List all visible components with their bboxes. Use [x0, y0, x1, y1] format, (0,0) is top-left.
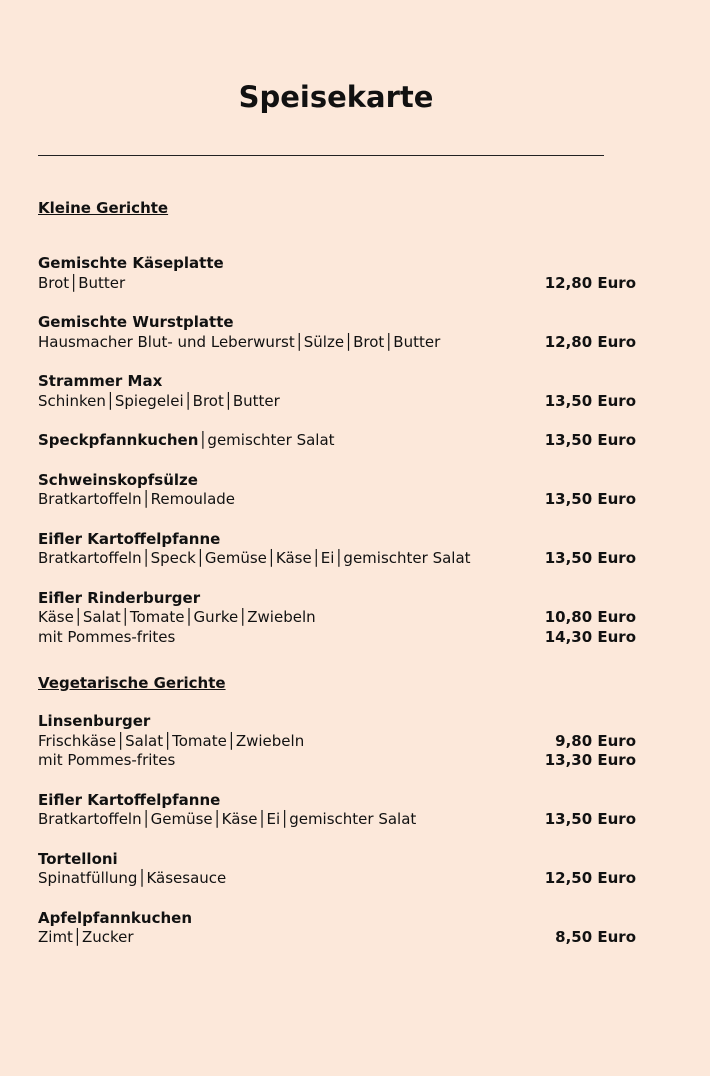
item-detail-row — [38, 751, 636, 771]
item-name-row — [38, 712, 636, 732]
item-description: Käse│Salat│Tomate│Gurke│Zwiebeln — [38, 608, 316, 626]
item-title — [38, 712, 150, 732]
item-detail-row — [38, 928, 636, 948]
item-name: Schweinskopfsülze — [38, 470, 198, 489]
item-description: Frischkäse│Salat│Tomate│Zwiebeln — [38, 731, 305, 750]
item-detail-row — [38, 333, 636, 353]
item-description: Schinken│Spiegelei│Brot│Butter — [38, 391, 280, 410]
item-name: Speckpfannkuchen — [38, 431, 199, 449]
menu-item — [38, 530, 636, 569]
menu-item — [38, 589, 636, 648]
item-name-row — [38, 850, 636, 870]
item-name-row — [38, 471, 636, 491]
item-price: 12,50 Euro — [544, 869, 636, 887]
item-detail-row — [38, 549, 636, 569]
item-detail-row — [38, 628, 636, 648]
item-title — [38, 431, 335, 451]
item-title — [38, 850, 118, 870]
item-title — [38, 530, 220, 550]
item-detail-row — [38, 274, 636, 294]
item-description: Spinatfüllung│Käsesauce — [38, 869, 227, 887]
item-price: 13,50 Euro — [544, 431, 636, 449]
item-price: 13,50 Euro — [544, 391, 636, 410]
item-name-row — [38, 254, 636, 274]
item-price: 12,80 Euro — [544, 273, 636, 292]
item-name-row — [38, 589, 636, 609]
menu-item — [38, 712, 636, 771]
item-detail-row — [38, 392, 636, 412]
item-title — [38, 471, 198, 491]
item-title — [38, 909, 192, 929]
item-name-row — [38, 313, 636, 333]
item-name: Strammer Max — [38, 372, 163, 390]
item-detail-row — [38, 732, 636, 752]
item-name-row — [38, 530, 636, 550]
item-price: 14,30 Euro — [544, 627, 636, 646]
item-description: Bratkartoffeln│Remoulade — [38, 490, 236, 508]
item-title — [38, 791, 220, 811]
item-detail-row — [38, 608, 636, 628]
item-description: mit Pommes-frites — [38, 751, 176, 769]
section-heading: Kleine Gerichte — [38, 199, 169, 217]
item-title — [38, 589, 200, 609]
menu-section — [38, 673, 636, 948]
item-description: │gemischter Salat — [198, 431, 335, 449]
menu-content — [38, 198, 636, 974]
page-title: Speisekarte — [238, 80, 434, 114]
item-title — [38, 372, 162, 392]
item-name-row — [38, 372, 636, 392]
menu-item — [38, 431, 636, 451]
item-name: Eifler Kartoffelpfanne — [38, 529, 221, 548]
item-title — [38, 313, 234, 333]
menu-item — [38, 254, 636, 293]
item-title — [38, 254, 224, 274]
menu-item — [38, 372, 636, 411]
item-description: Hausmacher Blut- und Leberwurst│Sülze│Brot│Butter — [38, 332, 441, 351]
menu-item — [38, 471, 636, 510]
item-description: mit Pommes-frites — [38, 627, 176, 646]
item-price: 10,80 Euro — [544, 608, 636, 626]
item-description: Brot│Butter — [38, 273, 126, 292]
item-name: Apfelpfannkuchen — [38, 908, 193, 927]
item-name-row — [38, 791, 636, 811]
item-price: 13,30 Euro — [544, 751, 636, 769]
item-name: Linsenburger — [38, 712, 151, 730]
item-description: Zimt│Zucker — [38, 928, 134, 946]
item-price: 12,80 Euro — [544, 332, 636, 351]
menu-item — [38, 909, 636, 948]
item-detail-row — [38, 490, 636, 510]
item-list — [38, 712, 636, 948]
section-heading: Vegetarische Gerichte — [38, 674, 226, 692]
item-detail-row — [38, 810, 636, 830]
menu-section — [38, 198, 636, 647]
item-name: Eifler Kartoffelpfanne — [38, 790, 221, 809]
item-name-row — [38, 909, 636, 929]
item-name: Gemischte Käseplatte — [38, 254, 224, 272]
item-price: 13,50 Euro — [544, 549, 636, 567]
item-price: 8,50 Euro — [555, 928, 636, 946]
item-price: 9,80 Euro — [555, 731, 636, 750]
item-price: 13,50 Euro — [544, 490, 636, 508]
item-name-row — [38, 431, 636, 451]
item-list — [38, 254, 636, 647]
item-description: Bratkartoffeln│Gemüse│Käse│Ei│gemischter Salat — [38, 810, 417, 828]
menu-item — [38, 791, 636, 830]
menu-item — [38, 850, 636, 889]
item-price: 13,50 Euro — [544, 810, 636, 828]
item-description: Bratkartoffeln│Speck│Gemüse│Käse│Ei│gemischter Salat — [38, 549, 471, 567]
item-detail-row — [38, 869, 636, 889]
item-name: Tortelloni — [38, 849, 118, 868]
item-name: Gemischte Wurstplatte — [38, 313, 234, 331]
menu-item — [38, 313, 636, 352]
title-divider — [38, 155, 604, 156]
item-name: Eifler Rinderburger — [38, 588, 201, 607]
